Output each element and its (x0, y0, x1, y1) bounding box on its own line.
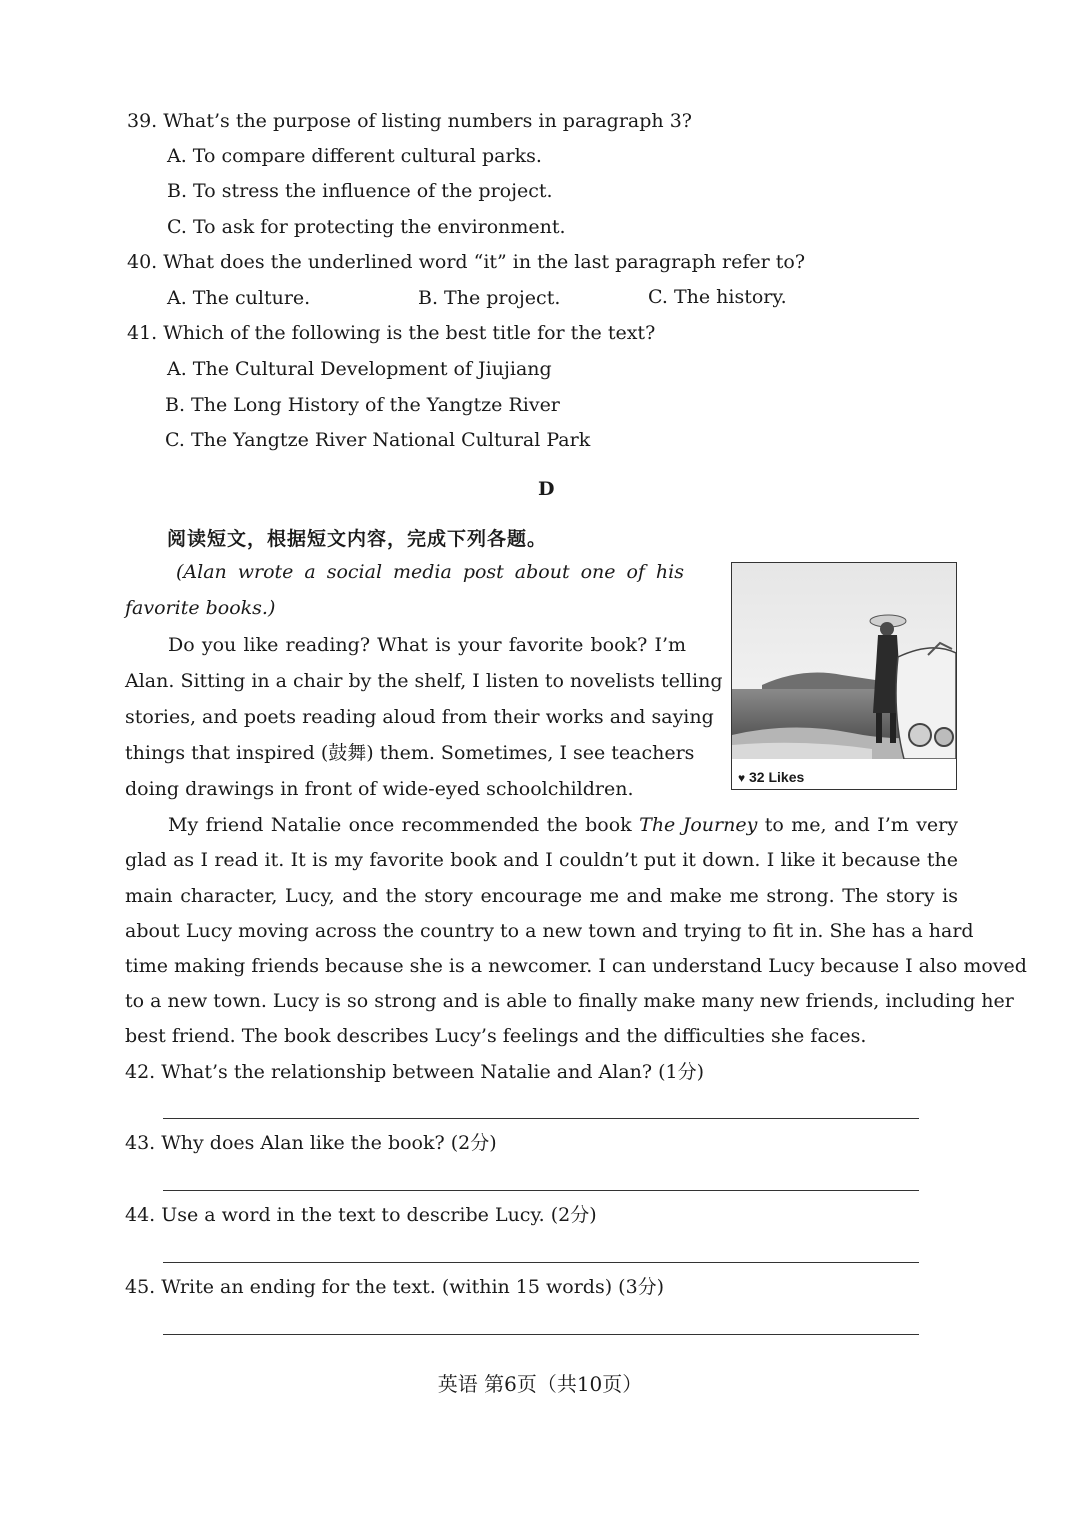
para2-line-5: time making friends because she is a newcomer. I can understand Lucy because I also moved (125, 955, 1027, 977)
social-media-photo (731, 562, 957, 790)
book-title: The Journey (639, 814, 758, 836)
para2-line-2: glad as I read it. It is my favorite book and I couldn’t put it down. I like it because the (125, 849, 958, 871)
para1-line-4: things that inspired (鼓舞) them. Sometimes, I see teachers (125, 742, 695, 764)
para2-line-3: main character, Lucy, and the story encourage me and make me strong. The story is (125, 885, 958, 907)
q43-answer-line[interactable] (163, 1190, 919, 1191)
q41-stem: 41. Which of the following is the best title for the text? (127, 322, 656, 344)
para2-line-1-end: to me, and I’m very (757, 814, 958, 836)
intro-line-1: (Alan wrote a social media post about one of his (176, 561, 684, 583)
section-letter: D (538, 478, 555, 500)
section-instruction: 阅读短文，根据短文内容，完成下列各题。 (167, 528, 548, 550)
heart-icon: ♥ (738, 771, 746, 785)
q40-option-c: C. The history. (648, 286, 787, 308)
para2-line-1 (168, 813, 958, 837)
para1-line-3: stories, and poets reading aloud from their works and saying (125, 706, 714, 728)
q39-option-a: A. To compare different cultural parks. (167, 145, 542, 167)
q42-stem: 42. What’s the relationship between Natalie and Alan? (1分) (125, 1061, 705, 1083)
page-footer: 英语 第6页（共10页） (437, 1372, 643, 1396)
q41-option-b: B. The Long History of the Yangtze River (165, 394, 560, 416)
seaside-photo-image (732, 563, 956, 759)
q44-answer-line[interactable] (163, 1262, 919, 1263)
q42-answer-line[interactable] (163, 1118, 919, 1119)
para2-line-1-start: My friend Natalie once recommended the book (168, 814, 640, 836)
q45-stem: 45. Write an ending for the text. (within 15 words) (3分) (125, 1276, 665, 1298)
para1-line-1: Do you like reading? What is your favorite book? I’m (168, 634, 686, 656)
intro-line-2: favorite books.) (125, 597, 276, 619)
para1-line-5: doing drawings in front of wide-eyed schoolchildren. (125, 778, 634, 800)
q40-stem: 40. What does the underlined word “it” in the last paragraph refer to? (127, 251, 806, 273)
q43-stem: 43. Why does Alan like the book? (2分) (125, 1132, 497, 1154)
para1-line-2: Alan. Sitting in a chair by the shelf, I listen to novelists telling (125, 670, 723, 692)
para2-line-4: about Lucy moving across the country to a new town and trying to fit in. She has a hard (125, 920, 974, 942)
q41-option-c: C. The Yangtze River National Cultural Park (165, 429, 591, 451)
para2-line-7: best friend. The book describes Lucy’s feelings and the difficulties she faces. (125, 1025, 867, 1047)
likes-counter (738, 769, 804, 785)
q39-option-b: B. To stress the influence of the project. (167, 180, 553, 202)
para2-line-6: to a new town. Lucy is so strong and is able to finally make many new friends, including her (125, 990, 1014, 1012)
likes-label: 32 Likes (749, 769, 805, 785)
q40-option-b: B. The project. (418, 287, 561, 309)
q39-option-c: C. To ask for protecting the environment. (167, 216, 566, 238)
q45-answer-line[interactable] (163, 1334, 919, 1335)
q41-option-a: A. The Cultural Development of Jiujiang (167, 358, 552, 380)
q40-option-a: A. The culture. (167, 287, 311, 309)
q39-stem: 39. What’s the purpose of listing numbers in paragraph 3? (127, 110, 692, 132)
q44-stem: 44. Use a word in the text to describe Lucy. (2分) (125, 1204, 597, 1226)
